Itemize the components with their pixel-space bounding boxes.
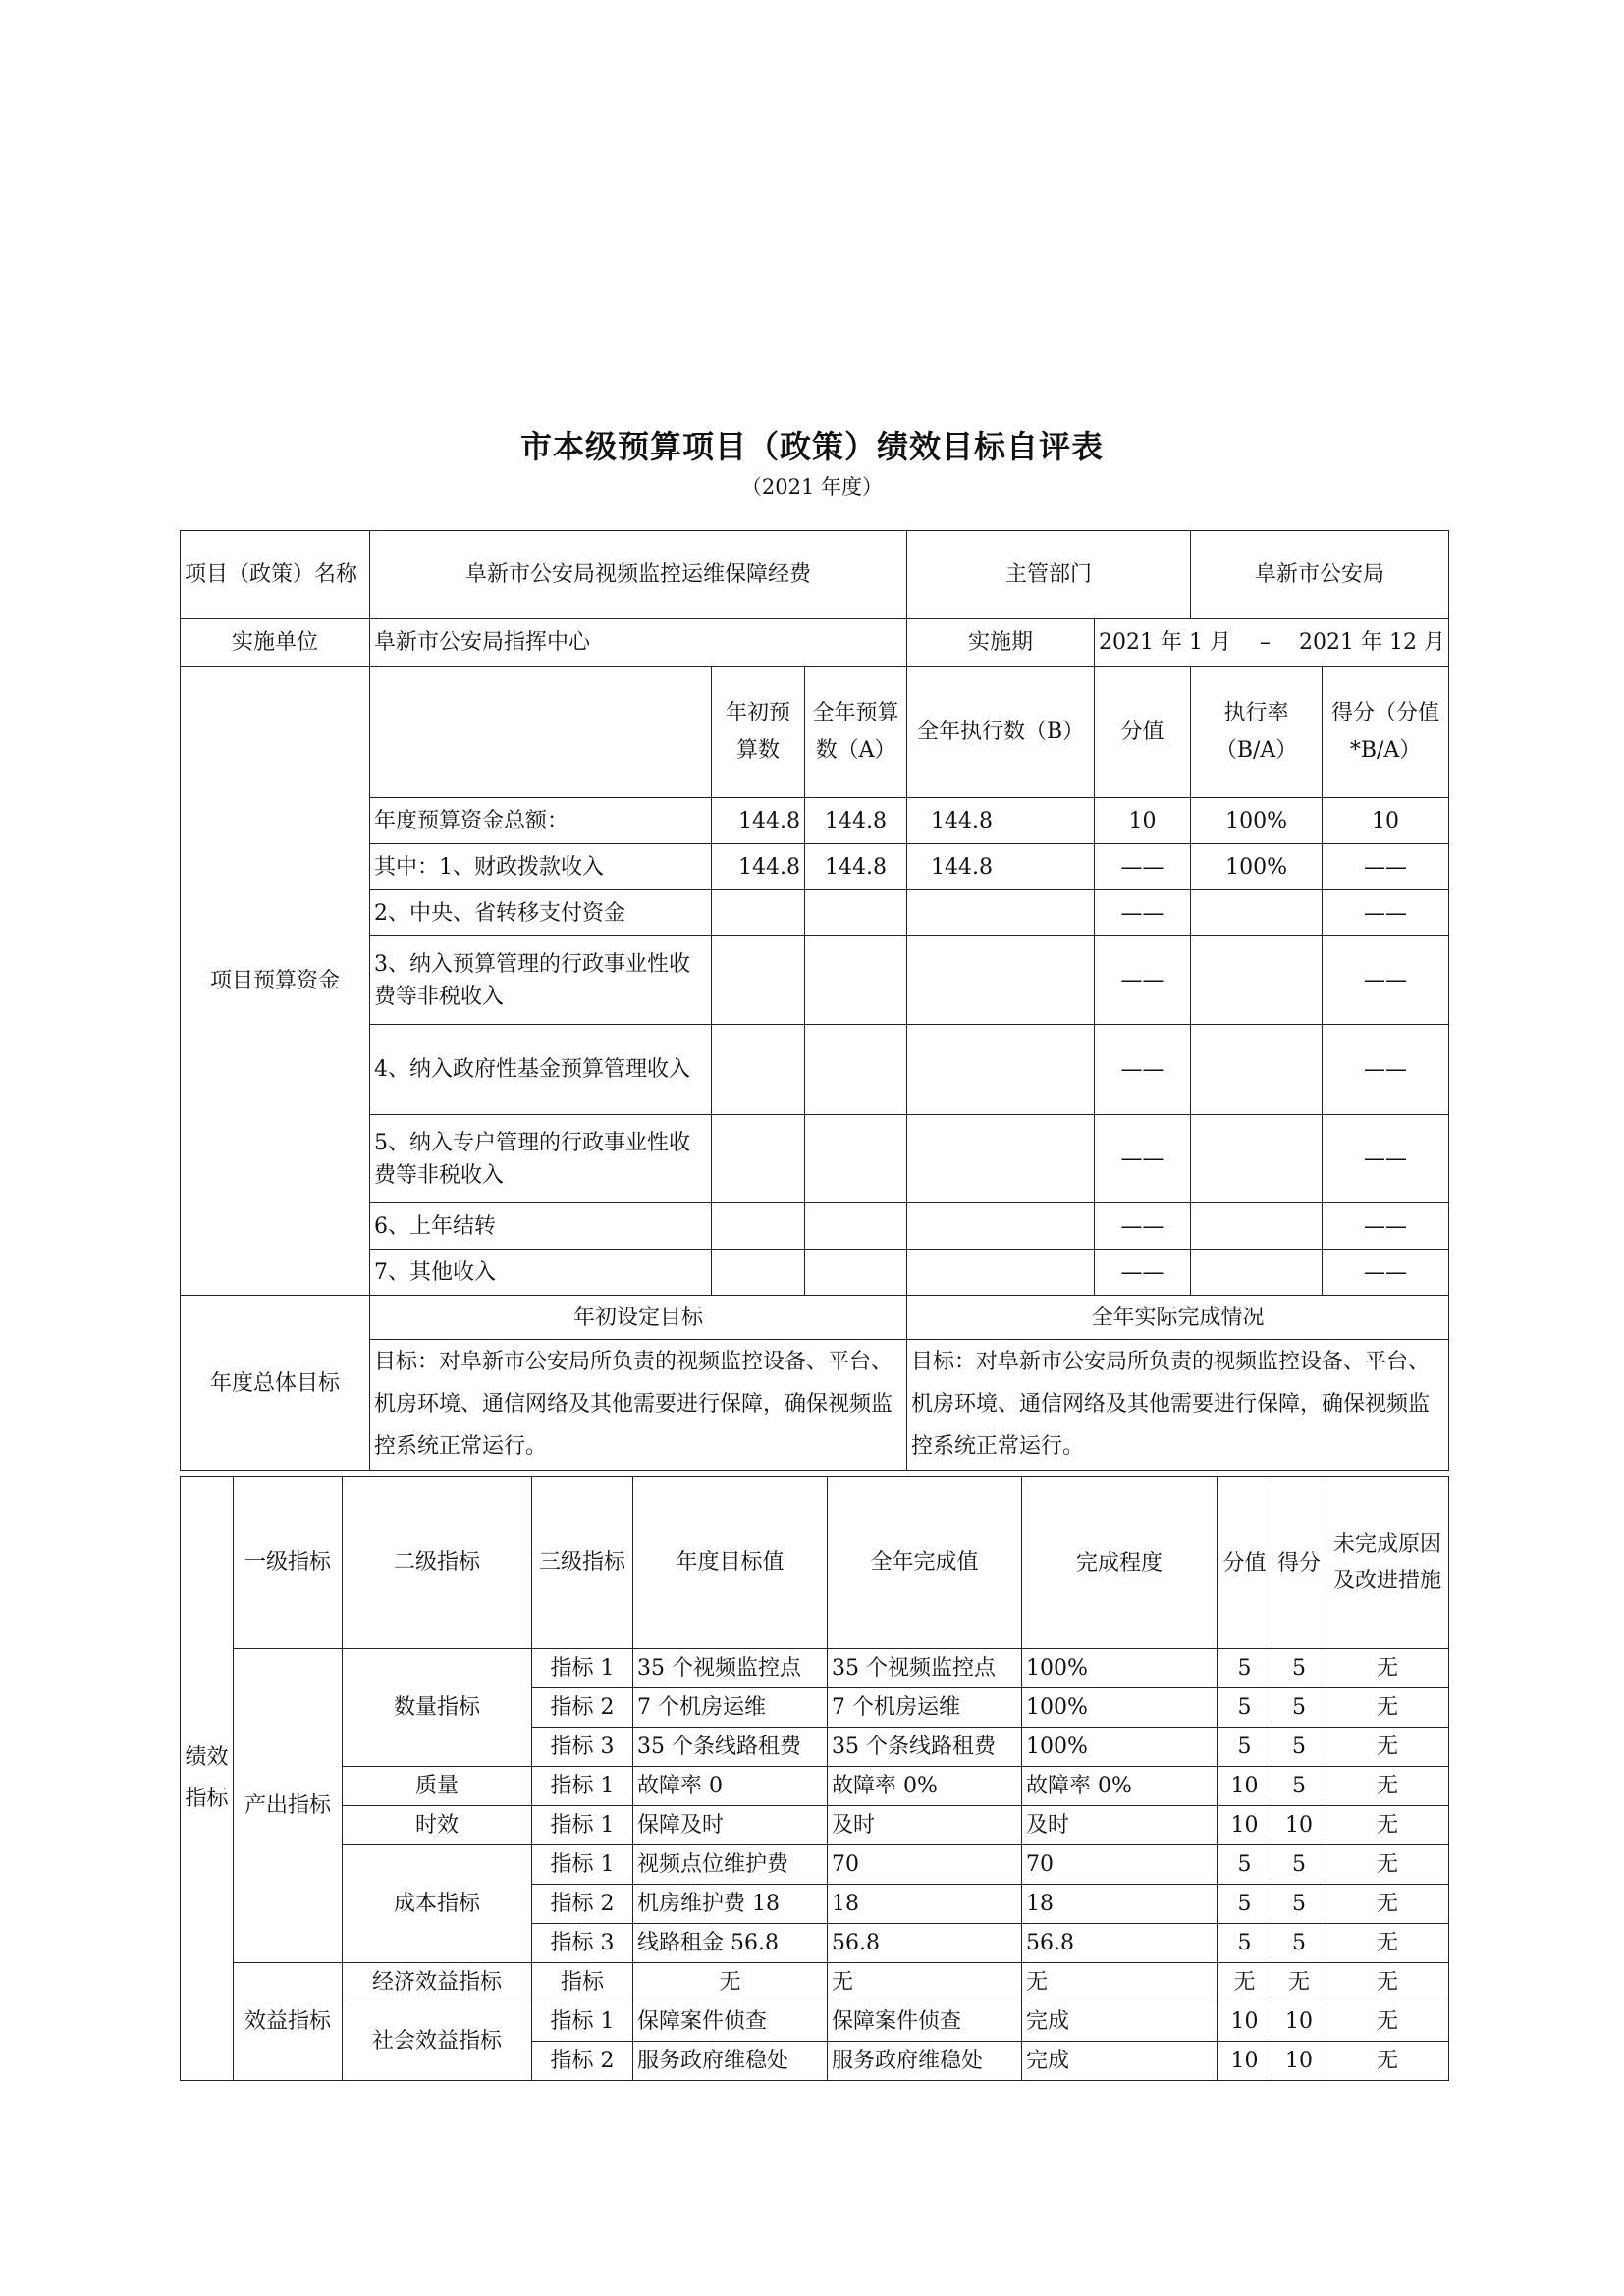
budget-row-score: —— <box>1323 936 1449 1025</box>
perf-row-reason: 无 <box>1326 1924 1449 1963</box>
goals-section-label: 年度总体目标 <box>181 1296 370 1471</box>
perf-header-reason: 未完成原因及改进措施 <box>1326 1477 1449 1649</box>
unit-label: 实施单位 <box>181 619 370 667</box>
perf-row-target: 7 个机房运维 <box>633 1688 828 1728</box>
perf-header-score-value: 分值 <box>1218 1477 1272 1649</box>
budget-row-rate: 100% <box>1191 844 1323 890</box>
perf-row-score: 5 <box>1272 1649 1326 1688</box>
perf-row-level3: 指标 1 <box>532 1806 633 1845</box>
budget-header-annual: 全年预算数（A） <box>805 667 907 798</box>
perf-row-reason: 无 <box>1326 1806 1449 1845</box>
perf-row-actual: 故障率 0% <box>828 1767 1022 1806</box>
budget-row-initial <box>712 1115 805 1203</box>
budget-row-rate: 100% <box>1191 798 1323 844</box>
budget-row-name: 其中：1、财政拨款收入 <box>370 844 712 890</box>
document-subtitle: （2021 年度） <box>740 475 884 499</box>
budget-section-label: 项目预算资金 <box>181 667 370 1296</box>
perf-header-completion: 完成程度 <box>1022 1477 1218 1649</box>
budget-row-name: 2、中央、省转移支付资金 <box>370 890 712 936</box>
perf-row-level3: 指标 3 <box>532 1924 633 1963</box>
perf-row-score-value: 10 <box>1218 1806 1272 1845</box>
budget-row-name: 5、纳入专户管理的行政事业性收费等非税收入 <box>370 1115 712 1203</box>
perf-row-score-value: 10 <box>1218 2042 1272 2081</box>
dept-label: 主管部门 <box>907 531 1191 619</box>
perf-row-target: 线路租金 56.8 <box>633 1924 828 1963</box>
budget-row-initial <box>712 936 805 1025</box>
budget-row-annual: 144.8 <box>805 798 907 844</box>
budget-row-rate <box>1191 1203 1323 1250</box>
perf-row-actual: 无 <box>828 1963 1022 2002</box>
perf-row-level3: 指标 1 <box>532 2002 633 2042</box>
perf-row-score: 5 <box>1272 1845 1326 1885</box>
budget-row-initial <box>712 1025 805 1115</box>
period-label: 实施期 <box>907 619 1095 667</box>
perf-row-actual: 35 个视频监控点 <box>828 1649 1022 1688</box>
perf-row-score: 10 <box>1272 1806 1326 1845</box>
budget-row-annual: 144.8 <box>805 844 907 890</box>
perf-row-score-value: 5 <box>1218 1885 1272 1924</box>
perf-row-score-value: 5 <box>1218 1924 1272 1963</box>
budget-row-initial: 144.8 <box>712 798 805 844</box>
goals-actual-text: 目标：对阜新市公安局所负责的视频监控设备、平台、机房环境、通信网络及其他需要进行保障，确保视频监控系统正常运行。 <box>907 1340 1449 1471</box>
budget-row-score-value: —— <box>1095 844 1191 890</box>
perf-row-reason: 无 <box>1326 1728 1449 1767</box>
perf-row-completion: 及时 <box>1022 1806 1218 1845</box>
budget-row-rate <box>1191 936 1323 1025</box>
budget-row-executed <box>907 936 1095 1025</box>
perf-header-level1: 一级指标 <box>234 1477 343 1649</box>
budget-row-rate <box>1191 1025 1323 1115</box>
perf-row-completion: 无 <box>1022 1963 1218 2002</box>
goals-set-label: 年初设定目标 <box>370 1296 907 1340</box>
perf-row-completion: 故障率 0% <box>1022 1767 1218 1806</box>
budget-row-score-value: —— <box>1095 1115 1191 1203</box>
budget-row-score: —— <box>1323 844 1449 890</box>
perf-row-score-value: 5 <box>1218 1688 1272 1728</box>
perf-row-actual: 服务政府维稳处 <box>828 2042 1022 2081</box>
budget-row-rate <box>1191 1250 1323 1296</box>
budget-row-score: —— <box>1323 1203 1449 1250</box>
perf-row-level3: 指标 2 <box>532 1885 633 1924</box>
unit-value: 阜新市公安局指挥中心 <box>370 619 907 667</box>
perf-row-score-value: 5 <box>1218 1649 1272 1688</box>
perf-row-completion: 100% <box>1022 1728 1218 1767</box>
perf-row-target: 故障率 0 <box>633 1767 828 1806</box>
project-name-value: 阜新市公安局视频监控运维保障经费 <box>370 531 907 619</box>
budget-row-executed <box>907 890 1095 936</box>
perf-row-target: 机房维护费 18 <box>633 1885 828 1924</box>
benefit-indicator-label: 效益指标 <box>234 1963 343 2081</box>
perf-row-actual: 及时 <box>828 1806 1022 1845</box>
document-title: 市本级预算项目（政策）绩效目标自评表 <box>519 428 1104 465</box>
perf-row-target: 35 个条线路租费 <box>633 1728 828 1767</box>
budget-row-annual <box>805 890 907 936</box>
budget-row-score: —— <box>1323 890 1449 936</box>
perf-header-score: 得分 <box>1272 1477 1326 1649</box>
quantity-indicator-label: 数量指标 <box>343 1649 532 1767</box>
perf-row-actual: 70 <box>828 1845 1022 1885</box>
perf-row-reason: 无 <box>1326 1767 1449 1806</box>
perf-row-completion: 56.8 <box>1022 1924 1218 1963</box>
perf-row-level3: 指标 1 <box>532 1649 633 1688</box>
perf-row-score: 5 <box>1272 1885 1326 1924</box>
period-value: 2021 年 1 月 – 2021 年 12 月 <box>1095 619 1449 667</box>
budget-header-blank <box>370 667 712 798</box>
budget-row-score: —— <box>1323 1115 1449 1203</box>
project-name-label: 项目（政策）名称 <box>181 531 370 619</box>
goals-set-text: 目标：对阜新市公安局所负责的视频监控设备、平台、机房环境、通信网络及其他需要进行保障，确保视频监控系统正常运行。 <box>370 1340 907 1471</box>
perf-section-label: 绩效指标 <box>181 1477 234 2081</box>
cost-indicator-label: 成本指标 <box>343 1845 532 1963</box>
budget-row-score: —— <box>1323 1250 1449 1296</box>
budget-row-score-value: 10 <box>1095 798 1191 844</box>
perf-row-level3: 指标 <box>532 1963 633 2002</box>
perf-row-actual: 56.8 <box>828 1924 1022 1963</box>
timeliness-indicator-label: 时效 <box>343 1806 532 1845</box>
budget-header-rate: 执行率（B/A） <box>1191 667 1323 798</box>
perf-row-level3: 指标 2 <box>532 2042 633 2081</box>
budget-row-score-value: —— <box>1095 1025 1191 1115</box>
budget-row-rate <box>1191 890 1323 936</box>
budget-row-rate <box>1191 1115 1323 1203</box>
perf-row-actual: 18 <box>828 1885 1022 1924</box>
perf-row-target: 视频点位维护费 <box>633 1845 828 1885</box>
perf-row-reason: 无 <box>1326 1688 1449 1728</box>
budget-row-score: —— <box>1323 1025 1449 1115</box>
perf-row-reason: 无 <box>1326 1885 1449 1924</box>
dept-value: 阜新市公安局 <box>1191 531 1449 619</box>
quality-indicator-label: 质量 <box>343 1767 532 1806</box>
perf-header-target: 年度目标值 <box>633 1477 828 1649</box>
perf-row-target: 保障案件侦查 <box>633 2002 828 2042</box>
budget-row-initial: 144.8 <box>712 844 805 890</box>
budget-row-executed: 144.8 <box>907 844 1095 890</box>
perf-row-actual: 保障案件侦查 <box>828 2002 1022 2042</box>
budget-header-score-value: 分值 <box>1095 667 1191 798</box>
perf-row-score-value: 5 <box>1218 1845 1272 1885</box>
budget-row-initial <box>712 890 805 936</box>
perf-row-reason: 无 <box>1326 2002 1449 2042</box>
budget-row-score: 10 <box>1323 798 1449 844</box>
perf-row-reason: 无 <box>1326 1963 1449 2002</box>
perf-header-actual: 全年完成值 <box>828 1477 1022 1649</box>
perf-row-target: 服务政府维稳处 <box>633 2042 828 2081</box>
budget-row-name: 年度预算资金总额： <box>370 798 712 844</box>
budget-row-executed <box>907 1203 1095 1250</box>
perf-row-score: 5 <box>1272 1688 1326 1728</box>
output-indicator-label: 产出指标 <box>234 1649 343 1963</box>
budget-row-score-value: —— <box>1095 936 1191 1025</box>
budget-row-name: 6、上年结转 <box>370 1203 712 1250</box>
budget-row-name: 7、其他收入 <box>370 1250 712 1296</box>
perf-row-score-value: 10 <box>1218 2002 1272 2042</box>
perf-row-reason: 无 <box>1326 1845 1449 1885</box>
perf-row-completion: 100% <box>1022 1649 1218 1688</box>
budget-header-initial: 年初预算数 <box>712 667 805 798</box>
perf-row-target: 保障及时 <box>633 1806 828 1845</box>
perf-row-completion: 100% <box>1022 1688 1218 1728</box>
perf-row-score-value: 无 <box>1218 1963 1272 2002</box>
budget-table <box>180 530 1449 1471</box>
budget-row-initial <box>712 1203 805 1250</box>
perf-row-score: 无 <box>1272 1963 1326 2002</box>
budget-row-score-value: —— <box>1095 890 1191 936</box>
perf-row-level3: 指标 1 <box>532 1845 633 1885</box>
budget-row-executed <box>907 1025 1095 1115</box>
budget-row-executed <box>907 1250 1095 1296</box>
perf-row-score: 5 <box>1272 1767 1326 1806</box>
perf-header-level2: 二级指标 <box>343 1477 532 1649</box>
perf-row-target: 无 <box>633 1963 828 2002</box>
budget-row-name: 3、纳入预算管理的行政事业性收费等非税收入 <box>370 936 712 1025</box>
perf-row-completion: 70 <box>1022 1845 1218 1885</box>
perf-row-level3: 指标 3 <box>532 1728 633 1767</box>
budget-header-score: 得分（分值*B/A） <box>1323 667 1449 798</box>
budget-row-score-value: —— <box>1095 1250 1191 1296</box>
budget-row-initial <box>712 1250 805 1296</box>
perf-row-score: 10 <box>1272 2042 1326 2081</box>
perf-row-score-value: 5 <box>1218 1728 1272 1767</box>
budget-row-annual <box>805 1025 907 1115</box>
economic-indicator-label: 经济效益指标 <box>343 1963 532 2002</box>
perf-row-score: 5 <box>1272 1728 1326 1767</box>
perf-row-level3: 指标 1 <box>532 1767 633 1806</box>
budget-row-executed: 144.8 <box>907 798 1095 844</box>
perf-row-score: 5 <box>1272 1924 1326 1963</box>
perf-row-score: 10 <box>1272 2002 1326 2042</box>
perf-row-actual: 7 个机房运维 <box>828 1688 1022 1728</box>
perf-header-level3: 三级指标 <box>532 1477 633 1649</box>
perf-row-reason: 无 <box>1326 2042 1449 2081</box>
social-indicator-label: 社会效益指标 <box>343 2002 532 2081</box>
budget-row-name: 4、纳入政府性基金预算管理收入 <box>370 1025 712 1115</box>
budget-row-score-value: —— <box>1095 1203 1191 1250</box>
budget-row-annual <box>805 1115 907 1203</box>
perf-row-actual: 35 个条线路租费 <box>828 1728 1022 1767</box>
perf-row-completion: 完成 <box>1022 2002 1218 2042</box>
budget-row-annual <box>805 1203 907 1250</box>
budget-row-executed <box>907 1115 1095 1203</box>
goals-actual-label: 全年实际完成情况 <box>907 1296 1449 1340</box>
perf-row-target: 35 个视频监控点 <box>633 1649 828 1688</box>
performance-table <box>180 1476 1449 2081</box>
budget-row-annual <box>805 1250 907 1296</box>
perf-row-level3: 指标 2 <box>532 1688 633 1728</box>
budget-header-executed: 全年执行数（B） <box>907 667 1095 798</box>
perf-row-reason: 无 <box>1326 1649 1449 1688</box>
perf-row-completion: 完成 <box>1022 2042 1218 2081</box>
budget-row-annual <box>805 936 907 1025</box>
perf-row-score-value: 10 <box>1218 1767 1272 1806</box>
perf-row-completion: 18 <box>1022 1885 1218 1924</box>
